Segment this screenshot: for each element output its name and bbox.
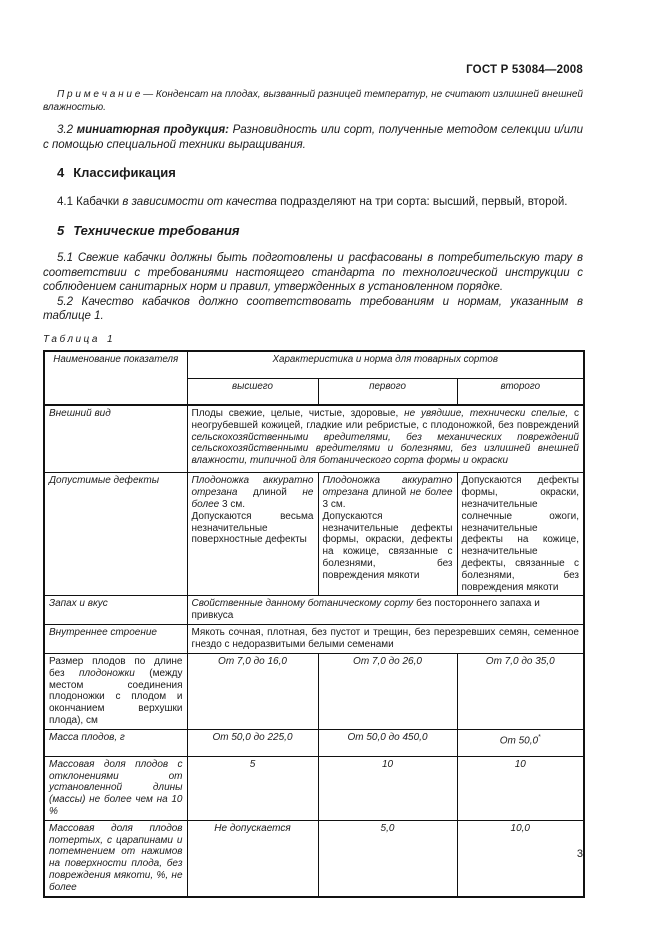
row-label-defects: Допустимые дефекты <box>44 473 187 596</box>
cell-size-second: От 7,0 до 35,0 <box>457 654 584 730</box>
row-label-mass-fraction-deviation: Массовая доля плодов с отклонениями от установленной длины (массы) не более чем на 10 % <box>44 756 187 820</box>
cell-deviation-first: 10 <box>318 756 457 820</box>
table-row-defects <box>44 473 584 596</box>
cell-internal-all-grades: Мякоть сочная, плотная, без пустот и трещин, без перезревших семян, семенное гнездо с недоразвитыми белыми семенами <box>187 625 584 654</box>
row-label-internal-structure: Внутреннее строение <box>44 625 187 654</box>
table-caption-label: Таблица <box>43 333 100 345</box>
table-row-mass-fraction-deviation <box>44 756 584 820</box>
table-row-appearance <box>44 405 584 473</box>
section-number-4: 4 <box>57 165 65 181</box>
col-header-span: Характеристика и норма для товарных сортов <box>187 351 584 379</box>
section-title-5: Технические требования <box>73 222 240 238</box>
cell-rubbed-first: 5,0 <box>318 820 457 896</box>
cell-mass-highest: От 50,0 до 225,0 <box>187 729 318 756</box>
cell-mass-first: От 50,0 до 450,0 <box>318 729 457 756</box>
doc-header-number: ГОСТ Р 53084—2008 <box>466 64 583 76</box>
clause-4-1: 4.1 Кабачки в зависимости от качества подразделяют на три сорта: высший, первый, второй. <box>57 196 568 209</box>
section-number-5: 5 <box>57 222 65 238</box>
cell-size-highest: От 7,0 до 16,0 <box>187 654 318 730</box>
table-row-internal-structure <box>44 625 584 654</box>
col-header-grade-second: второго <box>457 379 584 405</box>
clause-5-1: 5.1 Свежие кабачки должны быть подготовлены и расфасованы в потребительскую тару в соответствии с требованиями настоящего стандарта по технологической инструкции с соблюдением санитарных норм и правил, утвержденных в установленном порядке. <box>43 251 583 294</box>
requirements-table <box>43 350 585 898</box>
cell-rubbed-second: 10,0 <box>457 820 584 896</box>
section-title-4: Классификация <box>73 165 176 181</box>
cell-rubbed-highest: Не допускается <box>187 820 318 896</box>
table-header-row-1 <box>44 351 584 379</box>
note-paragraph: П р и м е ч а н и е — Конденсат на плодах, вызванный разницей температур, не считают излишней внешней влажностью. <box>43 89 583 113</box>
section-heading-4 <box>57 165 583 180</box>
table-row-fruit-size <box>44 654 584 730</box>
row-label-fruit-size: Размер плодов по длине без плодоножки (между местом соединения плодоножки с плодом и окончанием верхушки плода), см <box>44 654 187 730</box>
cell-appearance-all-grades: Плоды свежие, целые, чистые, здоровые, не увядшие, технически спелые, с неогрубевшей кожицей, гладкие или ребристые, с плодоножкой, без повреждений сельскохозяйственными вредителями, без механических повреждений сельскохозяйственными вредителями и болезнями, без излишней внешней влажности, типичной для ботанического сорта формы и окраски <box>187 405 584 473</box>
cell-size-first: От 7,0 до 26,0 <box>318 654 457 730</box>
clause-5-2: 5.2 Качество кабачков должно соответствовать требованиям и нормам, указанным в таблице 1. <box>43 295 583 323</box>
page-number: 3 <box>576 848 583 860</box>
table-caption-number: 1 <box>106 333 113 345</box>
document-page <box>43 0 583 898</box>
table-row-smell-taste <box>44 596 584 625</box>
cell-deviation-second: 10 <box>457 756 584 820</box>
cell-defects-highest: Плодоножка аккуратно отрезана длиной не более 3 см. Допускаются весьма незначительные поверхностные дефекты <box>187 473 318 596</box>
clause-3-2: 3.2 миниатюрная продукция: Разновидность или сорт, полученные методом селекции и/или с помощью специальной техники выращивания. <box>43 124 583 151</box>
table-caption <box>43 334 583 345</box>
cell-deviation-highest: 5 <box>187 756 318 820</box>
col-header-grade-highest: высшего <box>187 379 318 405</box>
col-header-indicator: Наименование показателя <box>44 351 187 405</box>
row-label-fruit-mass: Масса плодов, г <box>44 729 187 756</box>
row-label-appearance: Внешний вид <box>44 405 187 473</box>
row-label-mass-fraction-rubbed: Массовая доля плодов потертых, с царапинами и потемнением от нажимов на поверхности плода, без повреждения мякоти, %, не более <box>44 820 187 896</box>
cell-defects-first: Плодоножка аккуратно отрезана длиной не более 3 см. Допускаются незначительные дефекты формы, окраски, дефекты на кожице, связанные с болезнями, без повреждения мякоти <box>318 473 457 596</box>
section-heading-5 <box>57 223 583 238</box>
col-header-grade-first: первого <box>318 379 457 405</box>
cell-defects-second: Допускаются дефекты формы, окраски, незначительные солнечные ожоги, незначительные дефекты на кожице, незначительные дефекты, связанные с болезнями, без повреждения мякоти <box>457 473 584 596</box>
table-row-fruit-mass <box>44 729 584 756</box>
cell-mass-second: От 50,0* <box>457 729 584 756</box>
cell-smell-all-grades: Свойственные данному ботаническому сорту без постороннего запаха и привкуса <box>187 596 584 625</box>
row-label-smell-taste: Запах и вкус <box>44 596 187 625</box>
